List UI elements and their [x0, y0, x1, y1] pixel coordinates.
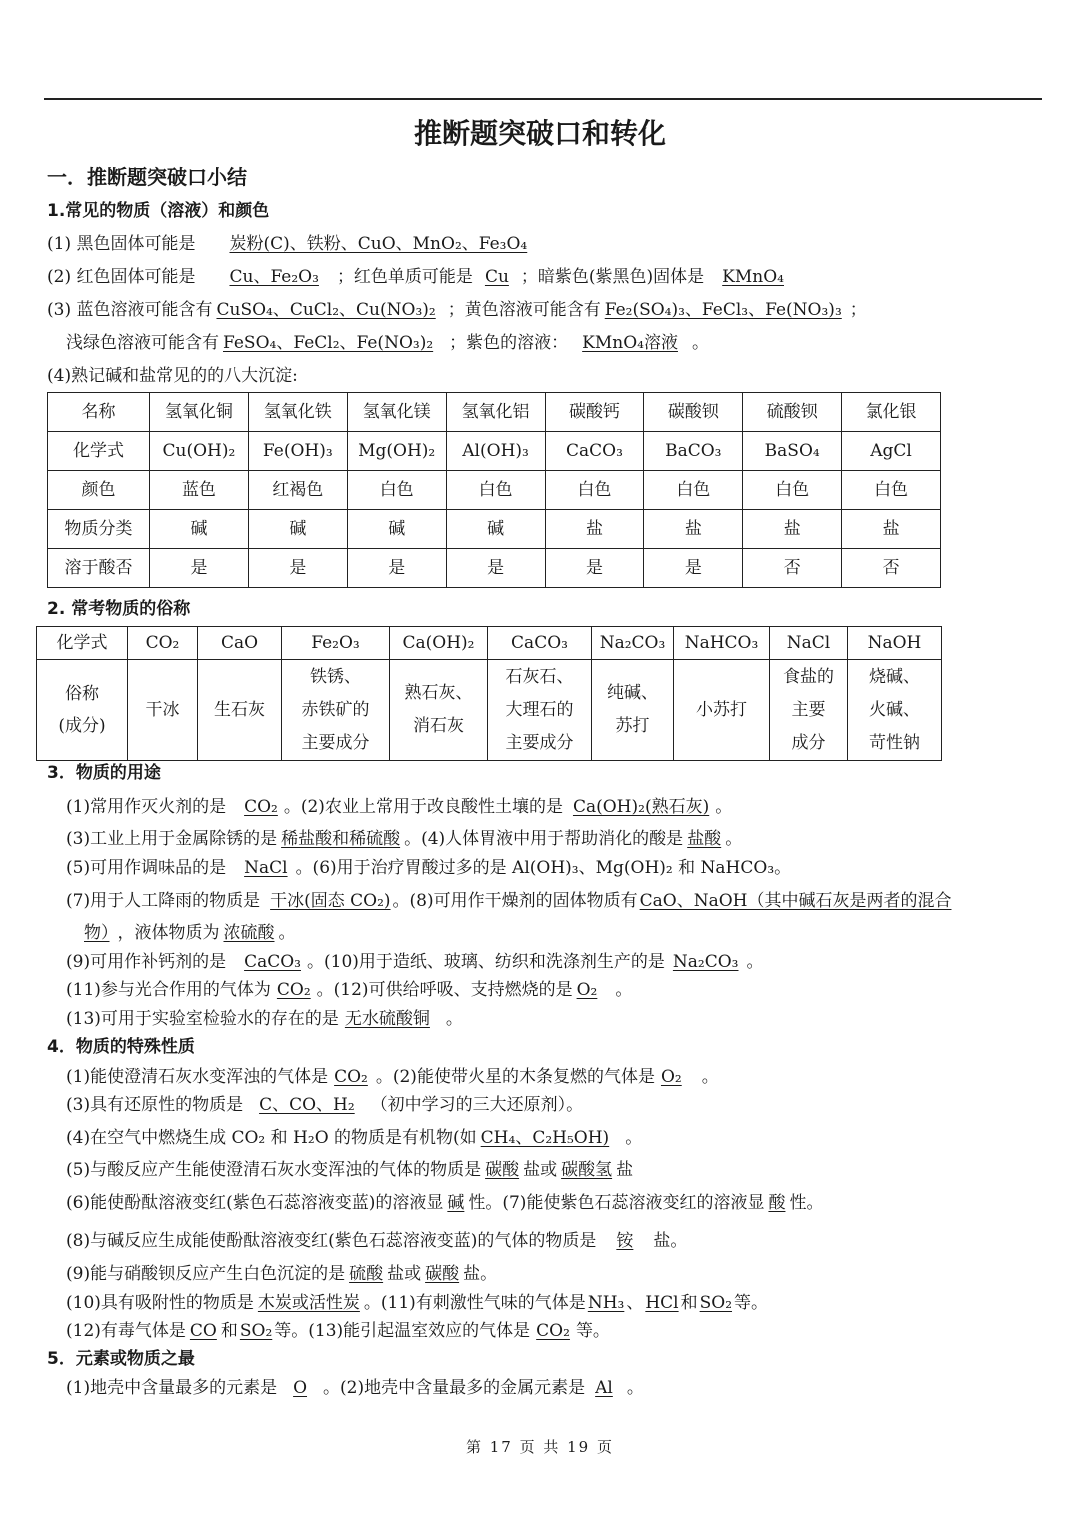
table-cell: 是 — [446, 549, 545, 588]
text-fragment: 。 — [746, 952, 764, 972]
answer: CO₂ — [536, 1321, 570, 1341]
answer: 浓硫酸 — [223, 923, 275, 943]
text-fragment: 。(6)用于治疗胃酸过多的是 Al(OH)₃、Mg(OH)₂ 和 NaHCO₃。 — [295, 858, 792, 878]
sub-heading-5: 5．元素或物质之最 — [47, 1349, 195, 1369]
answer: CaO、NaOH（其中碱石灰是两者的混合 — [639, 891, 952, 911]
answer: CO — [189, 1321, 217, 1341]
text-fragment: (7)用于人工降雨的物质是 — [66, 891, 261, 911]
text-fragment: 盐或 — [387, 1264, 422, 1284]
answer: C、CO、H₂ — [259, 1095, 355, 1115]
text-fragment: (9)能与硝酸钡反应产生白色沉淀的是 — [66, 1264, 346, 1284]
text-fragment: (5)可用作调味品的是 — [66, 858, 227, 878]
answer: FeSO₄、FeCl₂、Fe(NO₃)₂ — [223, 333, 434, 353]
text-fragment: 盐 — [616, 1160, 634, 1180]
table-cell: CaCO₃ — [545, 432, 644, 471]
common-names-table — [36, 626, 942, 761]
text-fragment: 。 — [715, 797, 733, 817]
answer: CH₄、C₂H₅OH) — [480, 1128, 610, 1148]
table-cell: 溶于酸否 — [48, 549, 150, 588]
text-fragment: (3)具有还原性的物质是 — [66, 1095, 244, 1115]
table-cell: 碱 — [347, 510, 446, 549]
table-cell: 生石灰 — [198, 660, 282, 761]
table-cell: 熟石灰、 消石灰 — [390, 660, 488, 761]
text-fragment: 。 — [278, 923, 296, 943]
color-line-1 — [47, 233, 597, 255]
answer: 酸 — [768, 1193, 786, 1213]
property-line-1 — [66, 1066, 719, 1088]
text-fragment: (1)地壳中含量最多的元素是 — [66, 1378, 278, 1398]
text-fragment: 。(11)有刺激性气味的气体是 — [363, 1293, 586, 1313]
table-cell: Fe(OH)₃ — [248, 432, 347, 471]
answer: 盐酸 — [687, 829, 722, 849]
text-fragment: (3)工业上用于金属除锈的是 — [66, 829, 278, 849]
table-cell: 盐 — [842, 510, 941, 549]
table-cell: CaO — [198, 627, 282, 660]
answer: CaCO₃ — [244, 952, 301, 972]
sub-heading-4: 4．物质的特殊性质 — [47, 1037, 195, 1057]
table-cell: 是 — [248, 549, 347, 588]
table-cell: 盐 — [743, 510, 842, 549]
text-fragment: 、 — [626, 1293, 644, 1313]
answer: Fe₂(SO₄)₃、FeCl₃、Fe(NO₃)₃ — [604, 300, 842, 320]
table-row — [48, 549, 941, 588]
usage-line-13 — [66, 1008, 463, 1030]
table-cell: 氢氧化铁 — [248, 393, 347, 432]
table-cell: Fe₂O₃ — [282, 627, 390, 660]
text-fragment: 。(2)地壳中含量最多的金属元素是 — [323, 1378, 586, 1398]
answer: 铵 — [616, 1231, 634, 1251]
precipitate-table — [47, 392, 941, 588]
table-row — [48, 471, 941, 510]
page-footer: 第 17 页 共 19 页 — [465, 1438, 614, 1456]
table-row — [37, 627, 942, 660]
color-line-3 — [47, 299, 867, 321]
usage-line-3 — [66, 828, 742, 850]
answer: O — [293, 1378, 308, 1398]
answer: 无水硫酸铜 — [344, 1009, 430, 1029]
text-fragment: 等。(13)能引起温室效应的气体是 — [274, 1321, 531, 1341]
table-cell: 食盐的 主要 成分 — [770, 660, 848, 761]
table-cell: Cu(OH)₂ — [150, 432, 249, 471]
text-fragment: 。(2)农业上常用于改良酸性土壤的是 — [283, 797, 563, 817]
text-fragment: 盐。 — [463, 1264, 498, 1284]
text-fragment: ，液体物质为 — [117, 923, 220, 943]
table-cell: 是 — [545, 549, 644, 588]
table-cell: CO₂ — [128, 627, 198, 660]
text-fragment: (5)与酸反应产生能使澄清石灰水变浑浊的气体的物质是 — [66, 1160, 482, 1180]
table-cell: 氢氧化铜 — [150, 393, 249, 432]
answer: 碳酸 — [485, 1160, 520, 1180]
table-cell: BaCO₃ — [644, 432, 743, 471]
usage-line-5 — [66, 857, 791, 879]
text-fragment: 。 — [626, 1378, 644, 1398]
answer: NH₃ — [587, 1293, 625, 1313]
text-fragment: 。(12)可供给呼吸、支持燃烧的是 — [316, 980, 573, 1000]
text-fragment: (11)参与光合作用的气体为 — [66, 980, 271, 1000]
table-cell: Mg(OH)₂ — [347, 432, 446, 471]
answer: 碳酸氢 — [561, 1160, 613, 1180]
text-fragment: 。(4)人体胃液中用于帮助消化的酸是 — [404, 829, 684, 849]
text-fragment: ；紫色的溶液： — [449, 333, 569, 353]
answer: Na₂CO₃ — [672, 952, 739, 972]
table-cell: 俗称 (成分) — [37, 660, 128, 761]
table-cell: 白色 — [842, 471, 941, 510]
answer: CO₂ — [276, 980, 311, 1000]
answer: 物） — [84, 923, 110, 943]
table-cell: 碱 — [446, 510, 545, 549]
table-cell: 盐 — [644, 510, 743, 549]
table-cell: 纯碱、 苏打 — [592, 660, 674, 761]
answer: 碱 — [447, 1193, 465, 1213]
color-line-3b — [66, 332, 709, 354]
property-line-9 — [66, 1263, 497, 1285]
answer: Cu、Fe₂O₃ — [229, 267, 319, 287]
text-fragment: 和 — [220, 1321, 238, 1341]
answer: SO₂ — [239, 1321, 273, 1341]
table-cell: 是 — [347, 549, 446, 588]
table-cell: 白色 — [644, 471, 743, 510]
usage-line-1 — [66, 796, 732, 818]
answer: O₂ — [660, 1067, 682, 1087]
text-fragment: 性。 — [789, 1193, 824, 1213]
table-cell: 氯化银 — [842, 393, 941, 432]
text-fragment: 等。 — [734, 1293, 769, 1313]
table-cell: 红褐色 — [248, 471, 347, 510]
table-cell: 铁锈、 赤铁矿的 主要成分 — [282, 660, 390, 761]
table-cell: 白色 — [446, 471, 545, 510]
text-fragment: 。 — [725, 829, 743, 849]
answer: KMnO₄ — [722, 267, 784, 287]
table-row — [48, 432, 941, 471]
answer: CuSO₄、CuCl₂、Cu(NO₃)₂ — [216, 300, 436, 320]
table-cell: 烧碱、 火碱、 苛性钠 — [848, 660, 942, 761]
table-cell: 碱 — [248, 510, 347, 549]
answer: Ca(OH)₂(熟石灰) — [572, 797, 710, 817]
text-fragment: 盐。 — [653, 1231, 688, 1251]
table-cell: 石灰石、 大理石的 主要成分 — [488, 660, 592, 761]
usage-line-7 — [66, 890, 951, 912]
table-cell: 白色 — [743, 471, 842, 510]
text-fragment: (2) 红色固体可能是 — [47, 267, 196, 287]
text-fragment: (4)在空气中燃烧生成 CO₂ 和 H₂O 的物质是有机物(如 — [66, 1128, 477, 1148]
table-cell: 氢氧化镁 — [347, 393, 446, 432]
property-line-6 — [66, 1192, 823, 1214]
table-cell: 白色 — [347, 471, 446, 510]
text-fragment: (1)常用作灭火剂的是 — [66, 797, 227, 817]
table-cell: 是 — [644, 549, 743, 588]
table-cell: 碱 — [150, 510, 249, 549]
color-line-2 — [47, 266, 802, 288]
text-fragment: 盐或 — [523, 1160, 558, 1180]
text-fragment: 浅绿色溶液可能含有 — [66, 333, 219, 353]
table-cell: 蓝色 — [150, 471, 249, 510]
table-cell: 化学式 — [48, 432, 150, 471]
text-fragment: (6)能使酚酞溶液变红(紫色石蕊溶液变蓝)的溶液显 — [66, 1193, 444, 1213]
answer: 木炭或活性炭 — [257, 1293, 360, 1313]
table-cell: Al(OH)₃ — [446, 432, 545, 471]
property-line-4 — [66, 1127, 642, 1149]
text-fragment: ；红色单质可能是 — [336, 267, 473, 287]
text-fragment: (10)具有吸附性的物质是 — [66, 1293, 254, 1313]
table-row — [48, 393, 941, 432]
table-cell: Na₂CO₃ — [592, 627, 674, 660]
answer: 稀盐酸和稀硫酸 — [281, 829, 401, 849]
answer: CO₂ — [334, 1067, 368, 1087]
page-title: 推断题突破口和转化 — [413, 117, 666, 150]
table-cell: BaSO₄ — [743, 432, 842, 471]
table-cell: 是 — [150, 549, 249, 588]
text-fragment: ；黄色溶液可能含有 — [447, 300, 601, 320]
table-cell: NaCl — [770, 627, 848, 660]
usage-line-7b — [84, 922, 296, 944]
sub-heading-2: 2. 常考物质的俗称 — [47, 599, 191, 619]
answer: KMnO₄溶液 — [582, 333, 678, 353]
text-fragment: 。 — [625, 1128, 643, 1148]
top-rule — [44, 98, 1042, 100]
property-line-10 — [66, 1292, 768, 1314]
table-cell: NaHCO₃ — [674, 627, 770, 660]
answer: 硫酸 — [349, 1264, 384, 1284]
table-cell: 盐 — [545, 510, 644, 549]
table-cell: 化学式 — [37, 627, 128, 660]
table-cell: 否 — [842, 549, 941, 588]
sub-heading-1: 1.常见的物质（溶液）和颜色 — [47, 201, 270, 221]
table-cell: 颜色 — [48, 471, 150, 510]
table-cell: 白色 — [545, 471, 644, 510]
table-cell: 小苏打 — [674, 660, 770, 761]
table-cell: Ca(OH)₂ — [390, 627, 488, 660]
text-fragment: (12)有毒气体是 — [66, 1321, 186, 1341]
text-fragment: (8)与碱反应生成能使酚酞溶液变红(紫色石蕊溶液变蓝)的气体的物质是 — [66, 1231, 597, 1251]
text-fragment: 性。(7)能使紫色石蕊溶液变红的溶液显 — [468, 1193, 765, 1213]
text-fragment: 等。 — [575, 1321, 610, 1341]
text-fragment: (9)可用作补钙剂的是 — [66, 952, 227, 972]
text-fragment: 。 — [691, 333, 709, 353]
answer: 炭粉(C)、铁粉、CuO、MnO₂、Fe₃O₄ — [229, 234, 528, 254]
table-cell: 名称 — [48, 393, 150, 432]
text-fragment: (3) 蓝色溶液可能含有 — [47, 300, 213, 320]
answer: O₂ — [576, 980, 598, 1000]
table-row — [37, 660, 942, 761]
table-cell: 碳酸钙 — [545, 393, 644, 432]
table-cell: 硫酸钡 — [743, 393, 842, 432]
text-fragment: 。(10)用于造纸、玻璃、纺织和洗涤剂生产的是 — [307, 952, 665, 972]
text-fragment: （初中学习的三大还原剂）。 — [370, 1095, 584, 1115]
text-fragment: ；暗紫色(紫黑色)固体是 — [520, 267, 705, 287]
table-cell: 否 — [743, 549, 842, 588]
table-cell: 氢氧化铝 — [446, 393, 545, 432]
section-1-heading: 一．推断题突破口小结 — [47, 165, 247, 189]
text-fragment: 。 — [615, 980, 633, 1000]
usage-line-9 — [66, 951, 764, 973]
table-cell: 碳酸钡 — [644, 393, 743, 432]
table-cell: NaOH — [848, 627, 942, 660]
table-cell: CaCO₃ — [488, 627, 592, 660]
property-line-5 — [66, 1159, 633, 1181]
text-fragment: (1)能使澄清石灰水变浑浊的气体是 — [66, 1067, 329, 1087]
most-line-1 — [66, 1377, 644, 1399]
precipitate-intro: (4)熟记碱和盐常见的的八大沉淀: — [47, 366, 298, 386]
table-cell: 物质分类 — [48, 510, 150, 549]
text-fragment: (1) 黑色固体可能是 — [47, 234, 196, 254]
text-fragment: (13)可用于实验室检验水的存在的是 — [66, 1009, 339, 1029]
property-line-12 — [66, 1320, 610, 1342]
text-fragment: 。(2)能使带火星的木条复燃的气体是 — [375, 1067, 655, 1087]
text-fragment: 。 — [445, 1009, 463, 1029]
answer: HCl — [645, 1293, 679, 1313]
answer: NaCl — [244, 858, 288, 878]
text-fragment: 和 — [680, 1293, 698, 1313]
text-fragment: 。 — [701, 1067, 719, 1087]
answer: SO₂ — [699, 1293, 733, 1313]
usage-line-11 — [66, 979, 632, 1001]
answer: Al — [595, 1378, 613, 1398]
table-row — [48, 510, 941, 549]
property-line-3 — [66, 1094, 583, 1116]
property-line-8 — [66, 1230, 687, 1252]
table-cell: AgCl — [842, 432, 941, 471]
table-cell: 干冰 — [128, 660, 198, 761]
sub-heading-3: 3．物质的用途 — [47, 763, 161, 783]
answer: 碳酸 — [425, 1264, 460, 1284]
answer: Cu — [484, 267, 509, 287]
answer: CO₂ — [244, 797, 278, 817]
text-fragment: ； — [849, 300, 867, 320]
text-fragment: 。(8)可用作干燥剂的固体物质有 — [392, 891, 638, 911]
answer: 干冰(固态 CO₂) — [270, 891, 391, 911]
